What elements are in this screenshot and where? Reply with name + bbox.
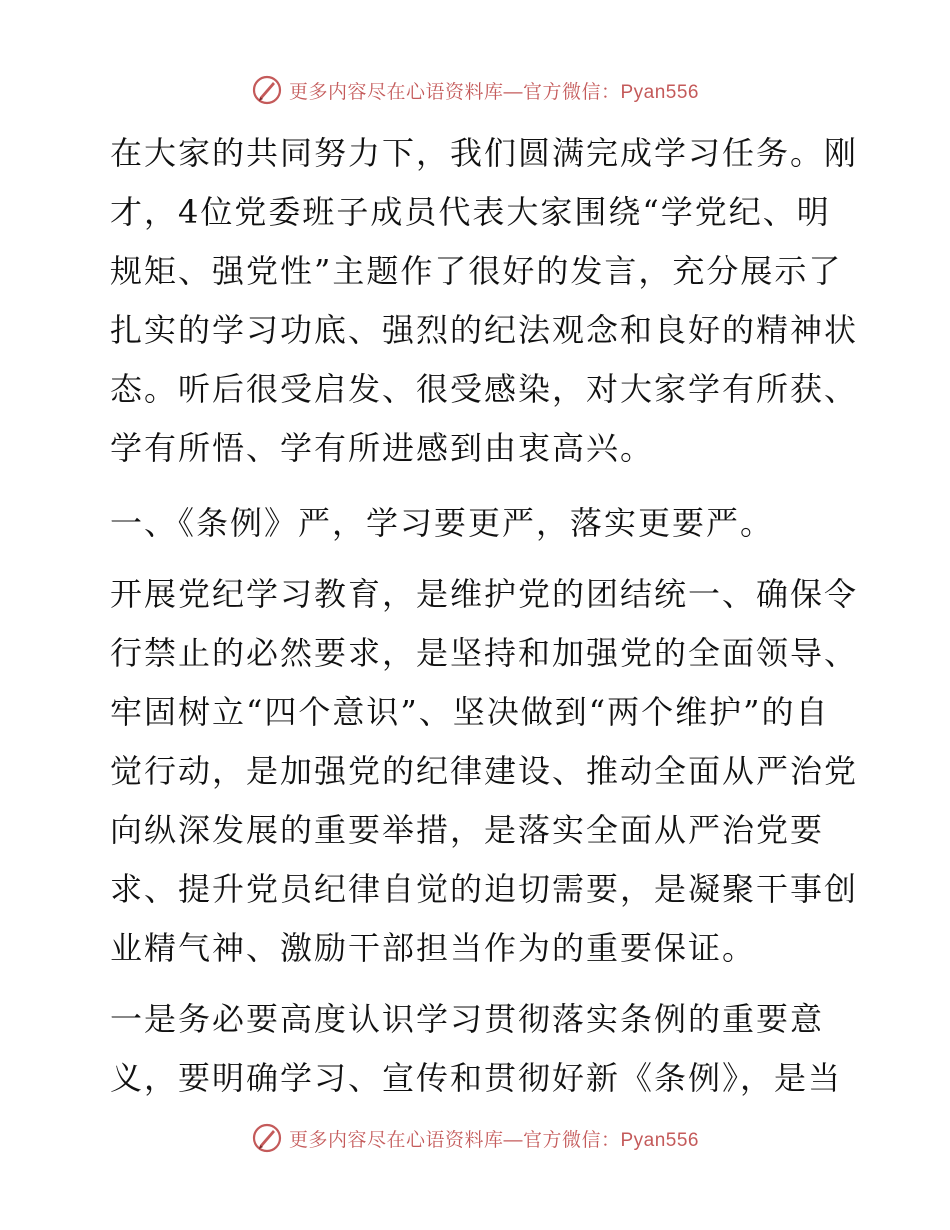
paragraph-point-1: 一是务必要高度认识学习贯彻落实条例的重要意义，要明确学习、宣传和贯彻好新《条例》，是当 [110, 1000, 843, 1097]
document-body [98, 124, 858, 1108]
footer-watermark-banner [0, 1118, 950, 1158]
paragraph-intro: 在大家的共同努力下，我们圆满完成学习任务。刚才，4位党委班子成员代表大家围绕“学党纪、明规矩、强党性”主题作了很好的发言，充分展示了扎实的学习功底、强烈的纪法观念和良好的精神状态。听后很受启发、很受感染，对大家学有所获、学有所悟、学有所进感到由衷高兴。 [110, 134, 859, 467]
header-watermark-banner [0, 70, 950, 110]
header-watermark-text: 更多内容尽在心语资料库—官方微信：Pyan556 [288, 81, 699, 103]
paragraph-significance: 开展党纪学习教育，是维护党的团结统一、确保令行禁止的必然要求，是坚持和加强党的全面领导、牢固树立“四个意识”、坚决做到“两个维护”的自觉行动，是加强党的纪律建设、推动全面从严治党向纵深发展的重要举措，是落实全面从严治党要求、提升党员纪律自觉的迫切需要，是凝聚干事创业精气神、激励干部担当作为的重要保证。 [110, 575, 859, 967]
section-heading-1: 一、《条例》严，学习要更严，落实更要严。 [110, 504, 775, 542]
quill-pen-logo-icon [251, 1122, 283, 1154]
quill-pen-logo-icon [251, 74, 283, 106]
footer-watermark-text: 更多内容尽在心语资料库—官方微信：Pyan556 [288, 1129, 699, 1151]
